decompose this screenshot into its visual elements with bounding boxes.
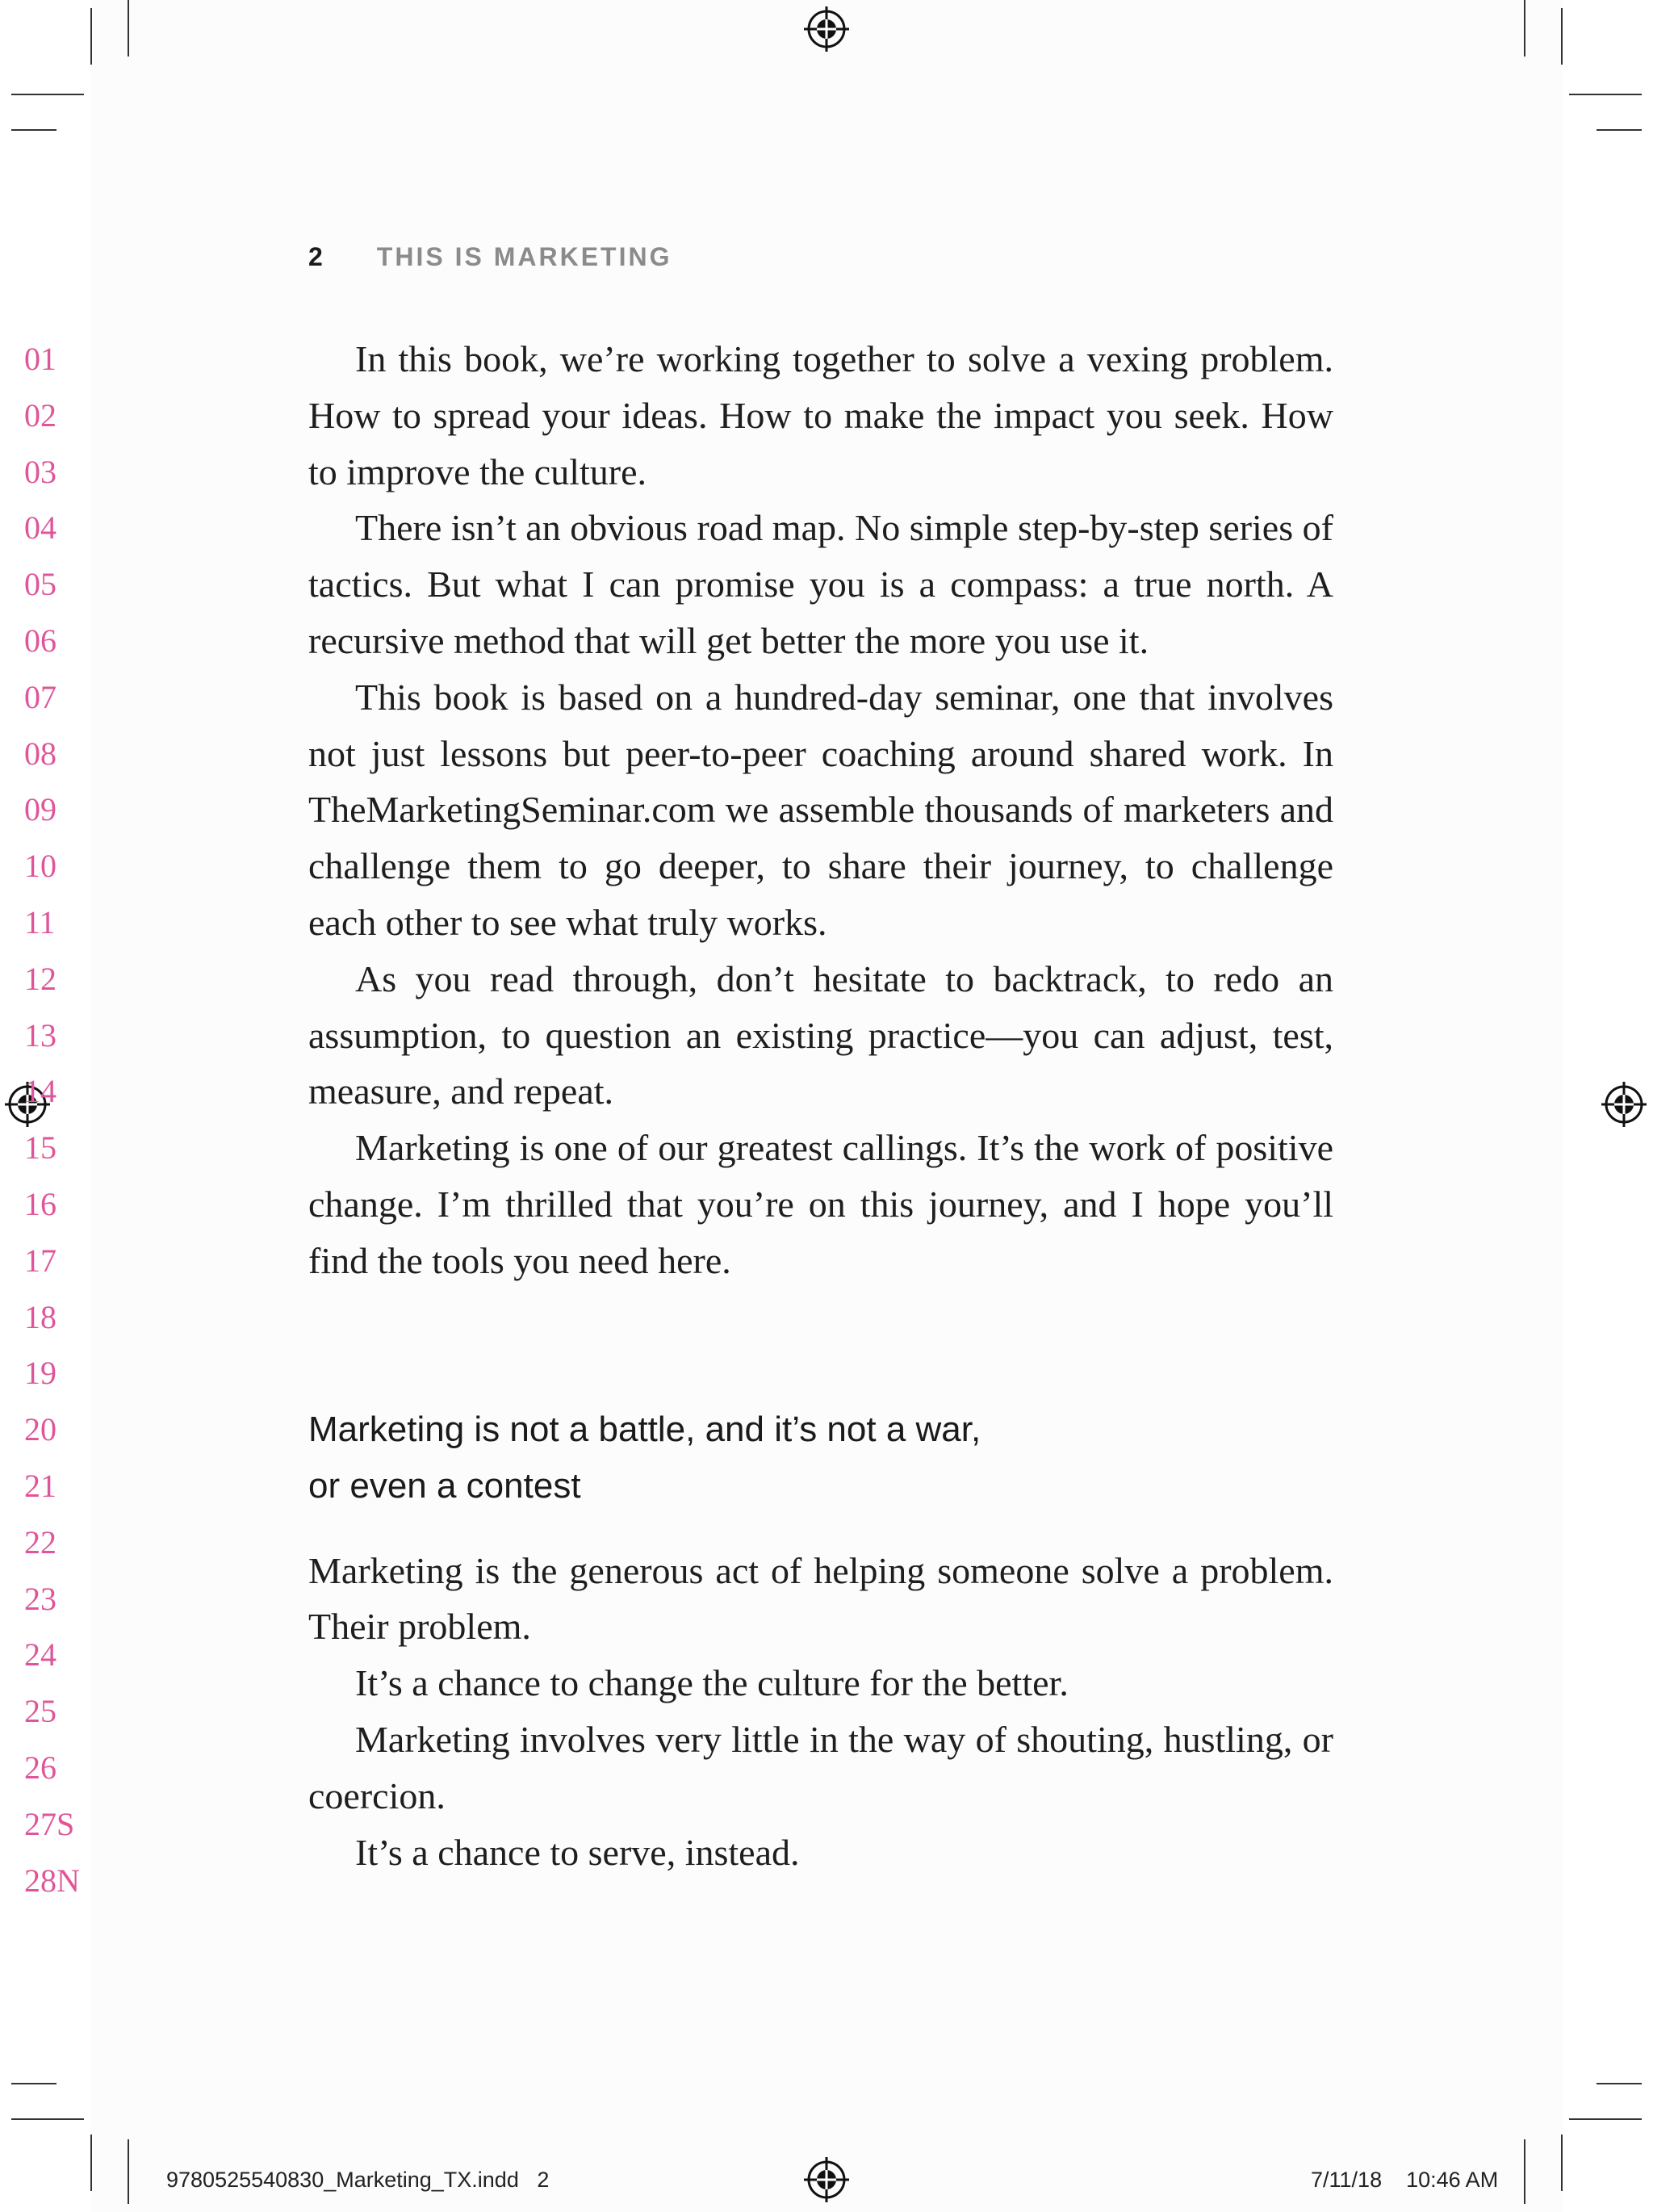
paragraph: Marketing involves very little in the way of shouting, hustling, or coercion. <box>308 1719 1333 1816</box>
line-number: 15 <box>24 1129 56 1167</box>
crop-mark <box>11 129 56 131</box>
line-number: 11 <box>24 903 56 941</box>
line-number: 09 <box>24 791 56 828</box>
line-number: 17 <box>24 1242 56 1279</box>
line-number: 13 <box>24 1016 56 1054</box>
slug-timestamp <box>1311 2164 1498 2196</box>
slug-filename <box>166 2164 549 2196</box>
slug-time: 10:46 AM <box>1406 2168 1499 2192</box>
crop-mark <box>90 8 92 65</box>
crop-mark <box>128 2139 129 2204</box>
section-heading-line: Marketing is not a battle, and it’s not a war, <box>308 1410 981 1450</box>
running-head <box>308 241 672 273</box>
paragraph: Marketing is the generous act of helping someone solve a problem. Their problem. <box>308 1549 1333 1648</box>
line-number: 10 <box>24 848 56 885</box>
crop-mark <box>1561 8 1563 65</box>
paragraph: It’s a chance to serve, instead. <box>355 1831 800 1873</box>
page-number: 2 <box>308 242 325 271</box>
line-number: 05 <box>24 566 56 603</box>
book-title: THIS IS MARKETING <box>376 242 672 271</box>
line-number: 06 <box>24 622 56 659</box>
section-spacer <box>308 1289 1333 1402</box>
section-heading <box>308 1401 1333 1514</box>
slug-file: 9780525540830_Marketing_TX.indd <box>166 2168 519 2192</box>
crop-mark <box>90 2134 92 2191</box>
crop-mark <box>11 2083 56 2084</box>
paragraph: This book is based on a hundred-day seminar, one that involves not just lessons but peer-to-peer coaching around shared work. In TheMarketingSeminar.com we assemble thousands of marketers and challenge them to go deeper, to share their journey, to challenge each other to see what truly works. <box>308 676 1333 943</box>
registration-mark-icon <box>804 2157 849 2202</box>
slug-page: 2 <box>537 2168 550 2192</box>
paragraph: As you read through, don’t hesitate to backtrack, to redo an assumption, to question an existing practice—you can adjust, test, measure, and repeat. <box>308 957 1333 1112</box>
crop-mark <box>1569 94 1642 95</box>
line-number: 08 <box>24 735 56 772</box>
line-number: 22 <box>24 1523 56 1561</box>
paragraph: Marketing is one of our greatest callings. It’s the work of positive change. I’m thrilled that you’re on this journey, and I hope you’ll find the tools you need here. <box>308 1127 1333 1281</box>
section-heading-line: or even a contest <box>308 1465 581 1506</box>
line-number: 18 <box>24 1298 56 1335</box>
paragraph: It’s a chance to change the culture for the better. <box>355 1662 1069 1704</box>
slug-date: 7/11/18 <box>1311 2168 1383 2192</box>
heading-spacer <box>308 1514 1333 1543</box>
crop-mark <box>1561 2134 1563 2191</box>
crop-mark <box>1597 2083 1642 2084</box>
line-number: 07 <box>24 678 56 715</box>
line-number: 14 <box>24 1073 56 1110</box>
line-numbers <box>24 331 121 1908</box>
line-number: 25 <box>24 1693 56 1730</box>
line-number: 23 <box>24 1580 56 1617</box>
line-number: 03 <box>24 453 56 490</box>
body-text <box>308 331 1333 1880</box>
crop-mark <box>1597 129 1642 131</box>
registration-mark-icon <box>804 6 849 52</box>
line-number: 02 <box>24 396 56 434</box>
crop-mark <box>11 2118 84 2120</box>
line-number: 01 <box>24 341 56 377</box>
paragraph: There isn’t an obvious road map. No simple step-by-step series of tactics. But what I can promise you is a compass: a true north. A recursive method that will get better the more you use it. <box>308 507 1333 661</box>
line-number: 24 <box>24 1636 56 1674</box>
crop-mark <box>1569 2118 1642 2120</box>
crop-mark <box>1524 2139 1525 2204</box>
line-number: 19 <box>24 1355 56 1392</box>
registration-mark-icon <box>1601 1082 1647 1127</box>
crop-mark <box>11 94 84 95</box>
line-number: 12 <box>24 960 56 997</box>
line-number: 20 <box>24 1411 56 1448</box>
line-number: 27S <box>24 1805 75 1842</box>
crop-mark <box>1524 0 1525 57</box>
line-number: 21 <box>24 1467 56 1504</box>
line-number: 26 <box>24 1749 56 1786</box>
crop-mark <box>128 0 129 57</box>
paragraph: In this book, we’re working together to solve a vexing problem. How to spread your ideas. How to make the impact you seek. How to improve the culture. <box>308 338 1333 492</box>
line-number: 04 <box>24 509 56 547</box>
line-number: 16 <box>24 1185 56 1222</box>
line-number: 28N <box>24 1862 80 1899</box>
